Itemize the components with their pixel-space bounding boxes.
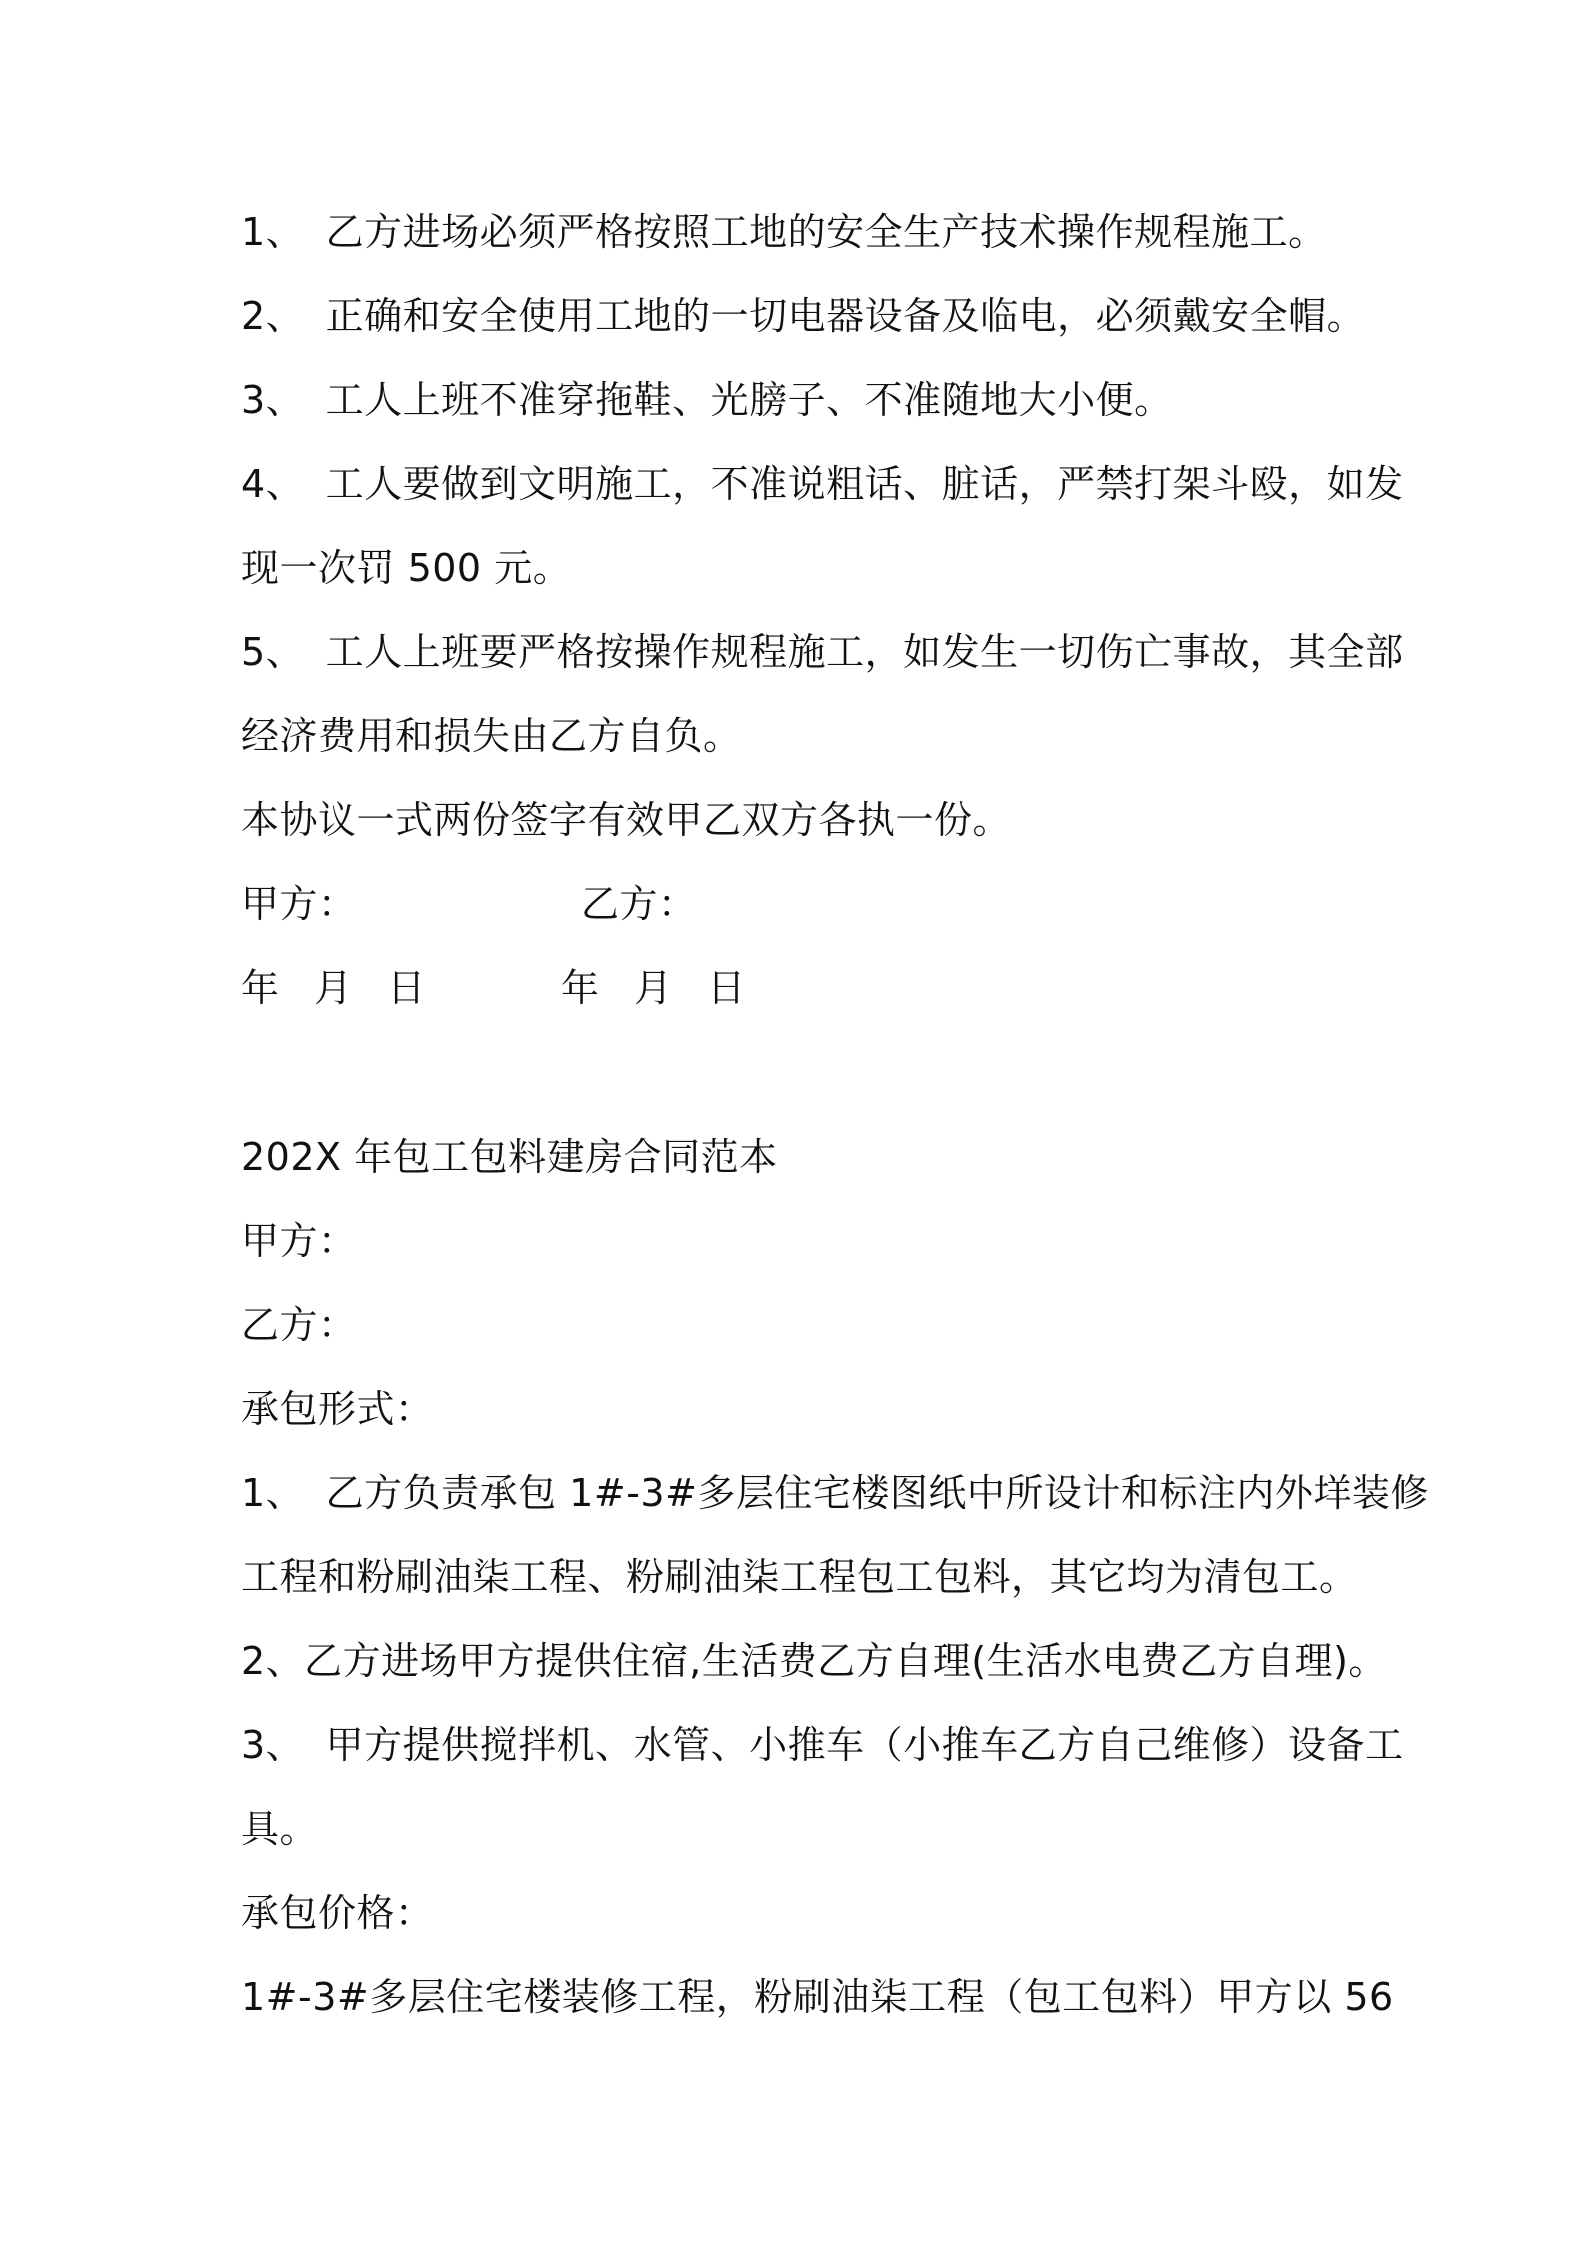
rule-item-4-continued: 现一次罚 500 元。 [241,546,572,590]
date-day: 日 [387,966,426,1010]
date-month: 月 [634,966,673,1010]
contract-item-text: 乙方负责承包 1#-3#多层住宅楼图纸中所设计和标注内外垟装修 [325,1471,1429,1515]
party-a-signature-label: 甲方： [241,882,357,926]
rule-item-text: 正确和安全使用工地的一切电器设备及临电，必须戴安全帽。 [325,294,1366,338]
contract-form-heading: 承包形式： [241,1387,434,1431]
contract-item-text: 甲方提供搅拌机、水管、小推车（小推车乙方自己维修）设备工 [325,1723,1404,1767]
rule-item-3 [241,376,1173,424]
contract-item-number: 3、 [241,1723,305,1767]
party-b-signature-label: 乙方： [581,882,697,926]
rule-item-1 [241,208,1327,256]
agreement-statement: 本协议一式两份签字有效甲乙双方各执一份。 [241,798,1012,842]
contract-title: 202X 年包工包料建房合同范本 [241,1135,778,1179]
rule-item-text: 工人上班不准穿拖鞋、光膀子、不准随地大小便。 [325,378,1173,422]
date-month: 月 [314,966,353,1010]
contract-form-item-1 [241,1469,1429,1517]
rule-item-2 [241,292,1365,340]
rule-item-number: 5、 [241,630,305,674]
date-year: 年 [561,966,600,1010]
rule-item-number: 2、 [241,294,305,338]
rule-item-number: 4、 [241,462,305,506]
contract-item-number: 1、 [241,1471,305,1515]
rule-item-5 [241,628,1404,676]
contract-form-item-2: 2、乙方进场甲方提供住宿,生活费乙方自理(生活水电费乙方自理)。 [241,1639,1387,1683]
rule-item-5-continued: 经济费用和损失由乙方自负。 [241,714,742,758]
rule-item-number: 1、 [241,210,305,254]
rule-item-text: 工人要做到文明施工，不准说粗话、脏话，严禁打架斗殴，如发 [325,462,1404,506]
rule-item-text: 乙方进场必须严格按照工地的安全生产技术操作规程施工。 [325,210,1327,254]
contract-price-heading: 承包价格： [241,1891,434,1935]
contract-price-text: 1#-3#多层住宅楼装修工程，粉刷油柒工程（包工包料）甲方以 56 [241,1975,1394,2019]
party-a-date [241,964,448,1012]
contract-form-item-1-continued: 工程和粉刷油柒工程、粉刷油柒工程包工包料，其它均为清包工。 [241,1555,1358,1599]
party-a-label: 甲方： [241,1219,357,1263]
rule-item-number: 3、 [241,378,305,422]
contract-form-item-3-continued: 具。 [241,1807,319,1851]
date-day: 日 [707,966,746,1010]
rule-item-text: 工人上班要严格按操作规程施工，如发生一切伤亡事故，其全部 [325,630,1404,674]
date-year: 年 [241,966,280,1010]
contract-form-item-3 [241,1721,1404,1769]
rule-item-4 [241,460,1404,508]
party-b-date [561,964,768,1012]
party-b-label: 乙方： [241,1303,357,1347]
